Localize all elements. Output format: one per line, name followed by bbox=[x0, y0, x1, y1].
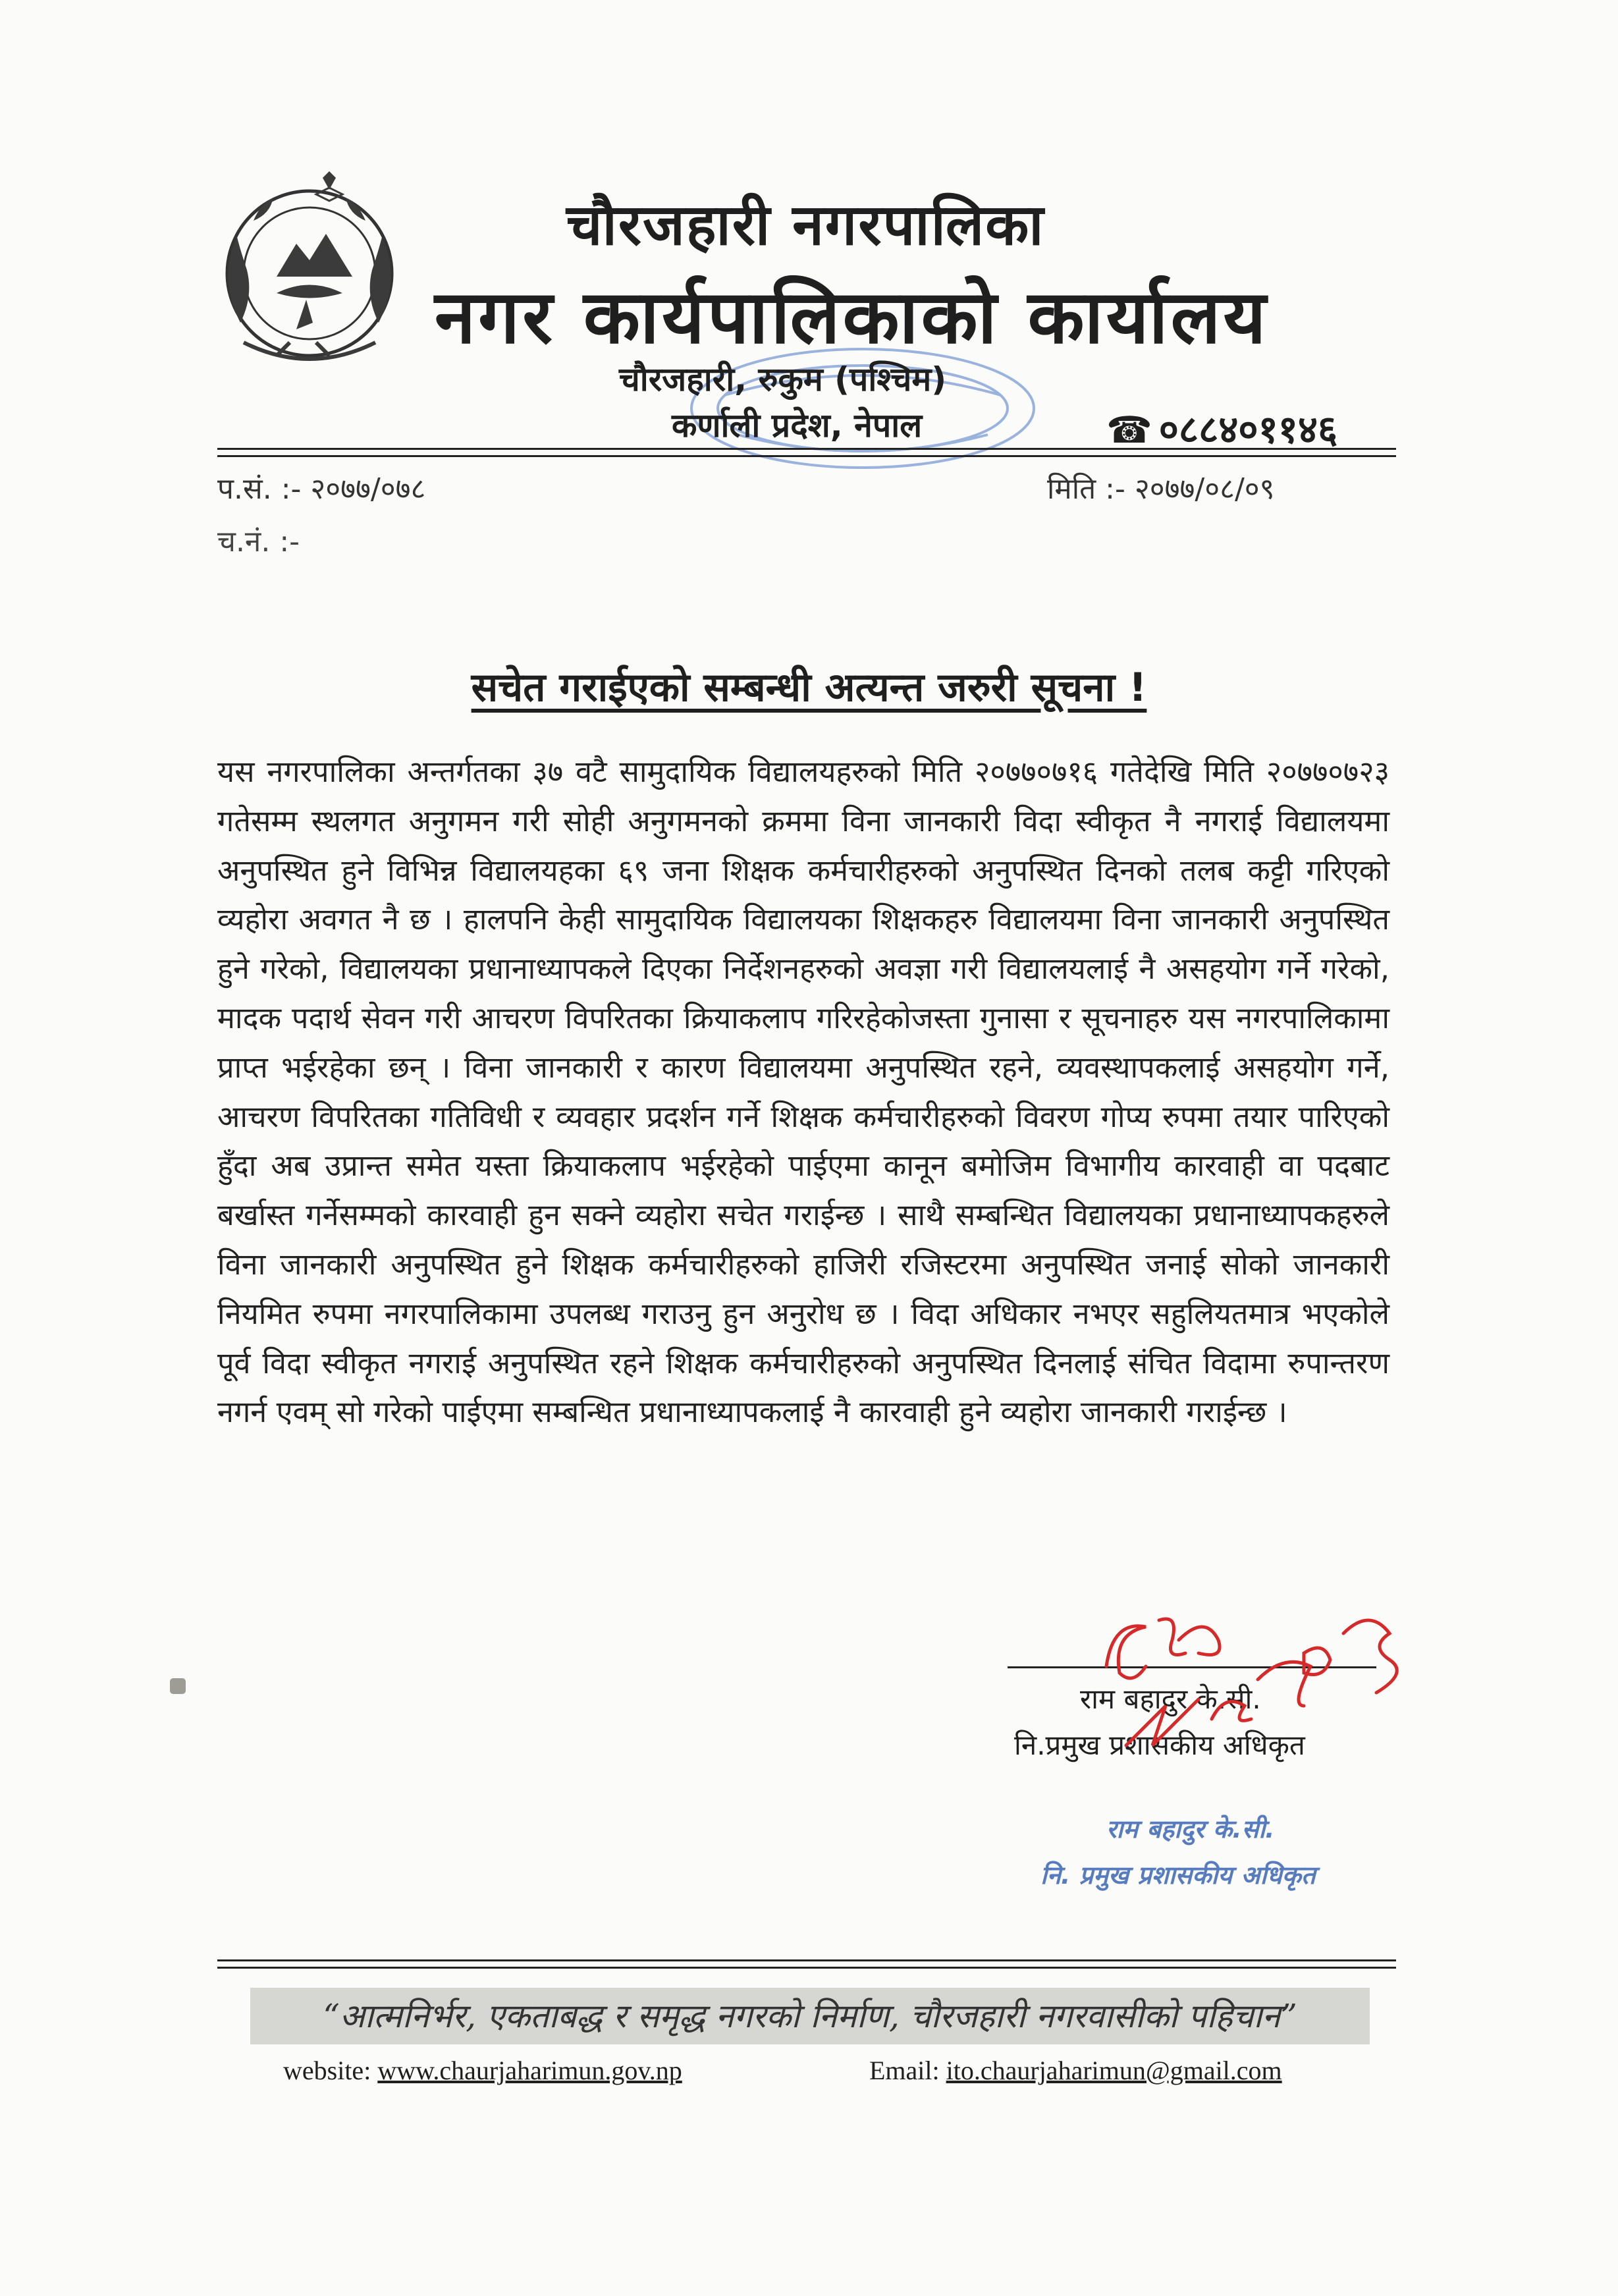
office-address: चौरजहारी, रुकुम (पश्चिम) bbox=[619, 360, 947, 398]
email-link[interactable]: ito.chaurjaharimun@gmail.com bbox=[946, 2056, 1282, 2085]
office-phone bbox=[1106, 402, 1337, 454]
notice-title bbox=[0, 659, 1618, 713]
notice-title-text: सचेत गराईएको सम्बन्धी अत्यन्त जरुरी सूचना ! bbox=[471, 665, 1147, 711]
footer-divider bbox=[217, 1959, 1396, 1969]
office-province: कर्णाली प्रदेश, नेपाल bbox=[672, 406, 923, 445]
letter-date: मिति :- २०७७/०८/०९ bbox=[1047, 472, 1275, 506]
signature-block bbox=[1001, 1594, 1409, 1923]
website-label: website: bbox=[283, 2056, 371, 2085]
handwritten-signature-icon bbox=[1087, 1594, 1429, 1785]
scan-speck bbox=[170, 1678, 186, 1694]
dispatch-number: च.नं. :- bbox=[217, 525, 300, 559]
signatory-title: नि.प्रमुख प्रशासकीय अधिकृत bbox=[1014, 1729, 1305, 1761]
org-name: चौरजहारी नगरपालिका bbox=[566, 192, 1045, 258]
footer-email bbox=[869, 2055, 1282, 2086]
telephone-icon: ☎ bbox=[1106, 409, 1152, 452]
motto-banner: “आत्मनिर्भर, एकताबद्ध र समृद्ध नगरको निर्माण, चौरजहारी नगरवासीको पहिचान” bbox=[250, 1988, 1370, 2044]
letterhead-divider bbox=[217, 448, 1396, 457]
phone-number: ०८८४०११४६ bbox=[1158, 407, 1338, 452]
official-stamp-title: नि. प्रमुख प्रशासकीय अधिकृत bbox=[1040, 1861, 1316, 1890]
letterhead bbox=[198, 158, 1449, 452]
office-name: नगर कार्यपालिकाको कार्यालय bbox=[435, 275, 1269, 360]
nepal-emblem-icon bbox=[198, 158, 421, 382]
website-link[interactable]: www.chaurjaharimun.gov.np bbox=[377, 2056, 682, 2085]
footer-website bbox=[283, 2055, 682, 2086]
reference-number: प.सं. :- २०७७/०७८ bbox=[217, 472, 426, 506]
notice-body: यस नगरपालिका अन्तर्गतका ३७ वटै सामुदायिक विद्यालयहरुको मिति २०७७०७१६ गतेदेखि मिति २०७७०७२३ गतेसम्म स्थलगत अनुगमन गरी सोही अनुगमनको क्रममा विना जानकारी विदा स्वीकृत नै नगराई विद्यालयमा अनुपस्थित हुने विभिन्न विद्यालयहका ६९ जना शिक्षक कर्मचारीहरुको अनुपस्थित दिनको तलब कट्टी गरिएको व्यहोरा अवगत नै छ । हालपनि केही सामुदायिक विद्यालयका शिक्षकहरु विद्यालयमा विना जानकारी अनुपस्थित हुने गरेको, विद्यालयका प्रधानाध्यापकले दिएका निर्देशनहरुको अवज्ञा गरी विद्यालयलाई नै असहयोग गर्ने गरेको, मादक पदार्थ सेवन गरी आचरण विपरितका क्रियाकलाप गरिरहेकोजस्ता गुनासा र सूचनाहरु यस नगरपालिकामा प्राप्त भईरहेका छन् । विना जानकारी र कारण विद्यालयमा अनुपस्थित रहने, व्यवस्थापकलाई असहयोग गर्ने, आचरण विपरितका गतिविधी र व्यवहार प्रदर्शन गर्ने शिक्षक कर्मचारीहरुको विवरण गोप्य रुपमा तयार पारिएको हुँदा अब उप्रान्त समेत यस्ता क्रियाकलाप भईरहेको पाईएमा कानून बमोजिम विभागीय कारवाही वा पदबाट बर्खास्त गर्नेसम्मको कारवाही हुन सक्ने व्यहोरा सचेत गराईन्छ । साथै सम्बन्धित विद्यालयका प्रधानाध्यापकहरुले विना जानकारी अनुपस्थित हुने शिक्षक कर्मचारीहरुको हाजिरी रजिस्टरमा अनुपस्थित जनाई सोको जानकारी नियमित रुपमा नगरपालिकामा उपलब्ध गराउनु हुन अनुरोध छ । विदा अधिकार नभएर सहुलियतमात्र भएकोले पूर्व विदा स्वीकृत नगराई अनुपस्थित रहने शिक्षक कर्मचारीहरुको अनुपस्थित दिनलाई संचित विदामा रुपान्तरण नगर्न एवम् सो गरेको पाईएमा सम्बन्धित प्रधानाध्यापकलाई नै कारवाही हुने व्यहोरा जानकारी गराईन्छ । bbox=[217, 754, 1389, 1430]
signatory-name: राम बहादुर के.सी. bbox=[1080, 1683, 1261, 1715]
official-stamp-name: राम बहादुर के.सी. bbox=[1106, 1815, 1275, 1844]
email-label: Email: bbox=[869, 2056, 940, 2085]
